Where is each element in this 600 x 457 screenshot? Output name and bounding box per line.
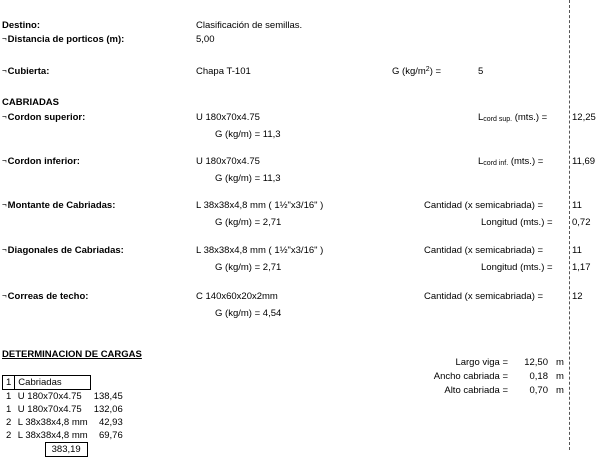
cell-value: 138,45	[93, 390, 123, 402]
row-cordon-superior	[0, 111, 600, 125]
value-longitud-montante: 0,72	[572, 217, 591, 228]
cell-qty: 2	[6, 430, 12, 441]
row-cordon-inferior-g	[0, 172, 600, 186]
value-cubierta: Chapa T-101	[196, 66, 251, 77]
bullet-icon: ¬	[2, 34, 7, 43]
cell-title: Cabriadas	[15, 376, 91, 390]
bullet-icon: ¬	[2, 156, 7, 165]
label-g-diagonales: G (kg/m) = 2,71	[215, 262, 282, 273]
label-largo-viga: Largo viga =	[455, 357, 508, 368]
bullet-icon: ¬	[2, 66, 7, 75]
value-cordon-superior-profile: U 180x70x4.75	[196, 112, 260, 123]
label-cantidad-diagonales: Cantidad (x semicabriada) =	[424, 245, 544, 256]
unit-largo-viga: m	[556, 357, 564, 368]
label-longitud-montante: Longitud (mts.) =	[481, 217, 553, 228]
cell-desc: L 38x38x4,8 mm	[17, 430, 88, 441]
unit-ancho-cabriada: m	[556, 371, 564, 382]
section-title-cargas: DETERMINACION DE CARGAS	[2, 349, 142, 360]
label-l-cord-sup: Lcord sup. (mts.) =	[478, 112, 548, 123]
row-destino	[0, 19, 600, 33]
table-row	[3, 390, 126, 404]
label-cordon-inferior: ¬Cordon inferior:	[2, 156, 80, 167]
value-cantidad-montante: 11	[572, 200, 582, 211]
table-row-header	[3, 376, 126, 390]
label-g-cubierta: G $(kg/m^2)$ =	[392, 66, 442, 77]
label-g-correas: G (kg/m) = 4,54	[215, 308, 282, 319]
value-cantidad-correas: 12	[572, 291, 583, 302]
table-row	[3, 403, 126, 416]
table-cabriadas	[2, 375, 126, 457]
label-g-cordon-inferior: G (kg/m) = 11,3	[215, 173, 281, 184]
value-cordon-inferior-profile: U 180x70x4.75	[196, 156, 260, 167]
row-cabriadas-header	[0, 96, 600, 110]
row-cordon-superior-g	[0, 128, 600, 142]
label-montante: ¬Montante de Cabriadas:	[2, 200, 116, 211]
unit-alto-cabriada: m	[556, 385, 564, 396]
label-destino: Destino:	[2, 20, 40, 31]
label-correas: ¬Correas de techo:	[2, 291, 89, 302]
row-diagonales	[0, 244, 600, 258]
value-distancia-porticos: 5,00	[196, 34, 215, 45]
value-largo-viga: 12,50	[524, 357, 548, 368]
cell-qty: 1	[6, 391, 12, 402]
label-cordon-superior: ¬Cordon superior:	[2, 112, 86, 123]
label-l-cord-inf: Lcord inf. (mts.) =	[478, 156, 544, 167]
label-g-montante: G (kg/m) = 2,71	[215, 217, 282, 228]
cell-qty: 1	[6, 404, 12, 415]
label-longitud-diagonales: Longitud (mts.) =	[481, 262, 553, 273]
cell-index: 1	[3, 376, 15, 390]
value-total-partial: 383,19	[45, 442, 88, 457]
value-g-cubierta: 5	[478, 66, 484, 77]
value-diagonales-profile: L 38x38x4,8 mm ( 1½"x3/16" )	[196, 245, 324, 256]
label-g-cordon-superior: G (kg/m) = 11,3	[215, 129, 281, 140]
cell-value: 69,76	[98, 430, 123, 441]
label-distancia-porticos: ¬Distancia de porticos (m):	[2, 34, 125, 45]
cell-spacer	[91, 376, 126, 390]
row-distancia-porticos	[0, 33, 600, 47]
value-alto-cabriada: 0,70	[529, 385, 548, 396]
bullet-icon: ¬	[2, 291, 7, 300]
label-cantidad-correas: Cantidad (x semicabriada) =	[424, 291, 544, 302]
row-montante	[0, 199, 600, 213]
bullet-icon: ¬	[2, 245, 7, 254]
value-longitud-diagonales: 1,17	[572, 262, 591, 273]
bullet-icon: ¬	[2, 200, 7, 209]
cell-desc: U 180x70x4.75	[17, 391, 82, 402]
row-cordon-inferior	[0, 155, 600, 169]
cell-qty: 2	[6, 417, 12, 428]
table-row	[3, 416, 126, 429]
row-montante-g	[0, 216, 600, 230]
row-cubierta	[0, 65, 600, 79]
value-destino: Clasificación de semillas.	[196, 20, 303, 31]
cell-desc: U 180x70x4.75	[17, 404, 82, 415]
cell-value: 42,93	[98, 417, 123, 428]
table-row	[3, 429, 126, 442]
header-cabriadas: CABRIADAS	[2, 97, 59, 108]
row-correas	[0, 290, 600, 304]
value-l-cord-inf: 11,69	[572, 156, 596, 167]
cell-value: 132,06	[93, 404, 123, 415]
cell-desc: L 38x38x4,8 mm	[17, 417, 88, 428]
bullet-icon: ¬	[2, 112, 7, 121]
value-ancho-cabriada: 0,18	[529, 371, 548, 382]
label-cubierta: ¬Cubierta:	[2, 66, 50, 77]
label-cantidad-montante: Cantidad (x semicabriada) =	[424, 200, 544, 211]
value-correas-profile: C 140x60x20x2mm	[196, 291, 278, 302]
label-ancho-cabriada: Ancho cabriada =	[433, 371, 508, 382]
row-largo-viga	[0, 356, 600, 370]
value-montante-profile: L 38x38x4,8 mm ( 1½"x3/16" )	[196, 200, 324, 211]
value-l-cord-sup: 12,25	[572, 112, 596, 123]
label-alto-cabriada: Alto cabriada =	[444, 385, 508, 396]
row-correas-g	[0, 307, 600, 321]
row-diagonales-g	[0, 261, 600, 275]
value-cantidad-diagonales: 11	[572, 245, 582, 256]
label-diagonales: ¬Diagonales de Cabriadas:	[2, 245, 124, 256]
